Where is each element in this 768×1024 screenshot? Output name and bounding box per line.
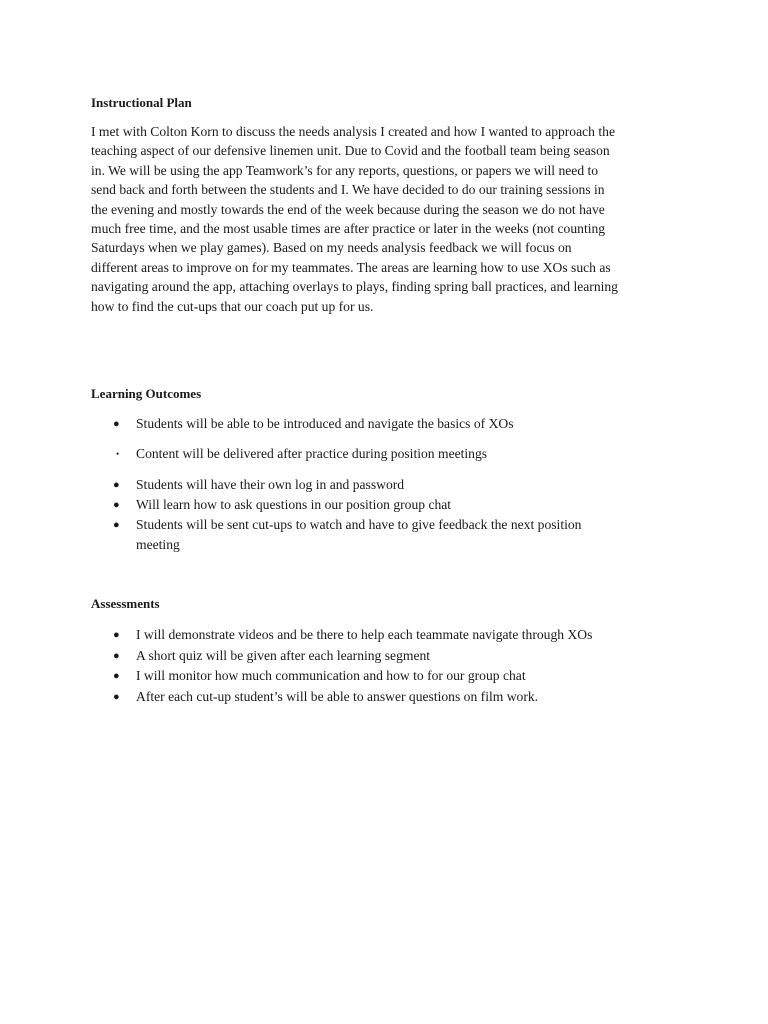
list-item-text	[136, 444, 487, 464]
list-item-text	[136, 687, 538, 707]
list-item-line: Will learn how to ask questions in our position group chat	[136, 497, 452, 512]
assessments-heading: Assessments	[91, 596, 160, 611]
paragraph-line: teaching aspect of our defensive linemen unit. Due to Covid and the football team being season	[91, 143, 610, 159]
paragraph-line: Saturdays when we play games). Based on my needs analysis feedback we will focus on	[91, 240, 572, 256]
list-item-line: A short quiz will be given after each learning segment	[136, 648, 431, 663]
list-item-line: I will monitor how much communication and how to for our group chat	[136, 668, 526, 683]
paragraph-line: the evening and mostly towards the end of the week because during the season we do not have	[91, 201, 605, 217]
bullet-icon: ●	[113, 629, 120, 641]
bullet-icon: •	[116, 449, 120, 459]
list-item-text	[136, 646, 430, 666]
paragraph-line: I met with Colton Korn to discuss the needs analysis I created and how I wanted to approach the	[91, 124, 615, 139]
bullet-icon: ●	[113, 418, 120, 430]
list-item-text	[136, 625, 592, 645]
learning-outcomes-heading: Learning Outcomes	[91, 386, 202, 401]
paragraph-line: navigating around the app, attaching overlays to plays, finding spring ball practices, and learning	[91, 279, 618, 295]
paragraph-line: how to find the cut-ups that our coach put up for us.	[91, 298, 374, 314]
bullet-icon: ●	[113, 691, 120, 703]
bullet-icon: ●	[113, 499, 120, 511]
paragraph-line: much free time, and the most usable times are after practice or later in the weeks (not counting	[91, 221, 606, 237]
list-item-text	[136, 475, 404, 495]
list-item-line: Students will have their own log in and password	[136, 477, 405, 492]
instructional-plan-paragraph	[91, 122, 681, 316]
list-item-text	[136, 515, 581, 555]
list-item-text	[136, 414, 514, 434]
list-item-line: Content will be delivered after practice during position meetings	[136, 446, 488, 461]
list-item-line: meeting	[136, 537, 180, 552]
instructional-plan-heading: Instructional Plan	[91, 95, 192, 110]
list-item-line: Students will be able to be introduced and navigate the basics of XOs	[136, 416, 514, 431]
list-item-text	[136, 666, 526, 686]
list-item-text	[136, 495, 451, 515]
paragraph-line: different areas to improve on for my teammates. The areas are learning how to use XOs such as	[91, 259, 611, 275]
bullet-icon: ●	[113, 519, 120, 531]
list-item-line: After each cut-up student’s will be able to answer questions on film work.	[136, 689, 539, 704]
bullet-icon: ●	[113, 479, 120, 491]
bullet-icon: ●	[113, 650, 120, 662]
paragraph-line: send back and forth between the students and I. We have decided to do our training sessions in	[91, 182, 605, 198]
list-item-line: Students will be sent cut-ups to watch and have to give feedback the next position	[136, 517, 582, 532]
paragraph-line: in. We will be using the app Teamwork’s for any reports, questions, or papers we will need to	[91, 162, 599, 178]
list-item-line: I will demonstrate videos and be there to help each teammate navigate through XOs	[136, 627, 593, 642]
bullet-icon: ●	[113, 670, 120, 682]
